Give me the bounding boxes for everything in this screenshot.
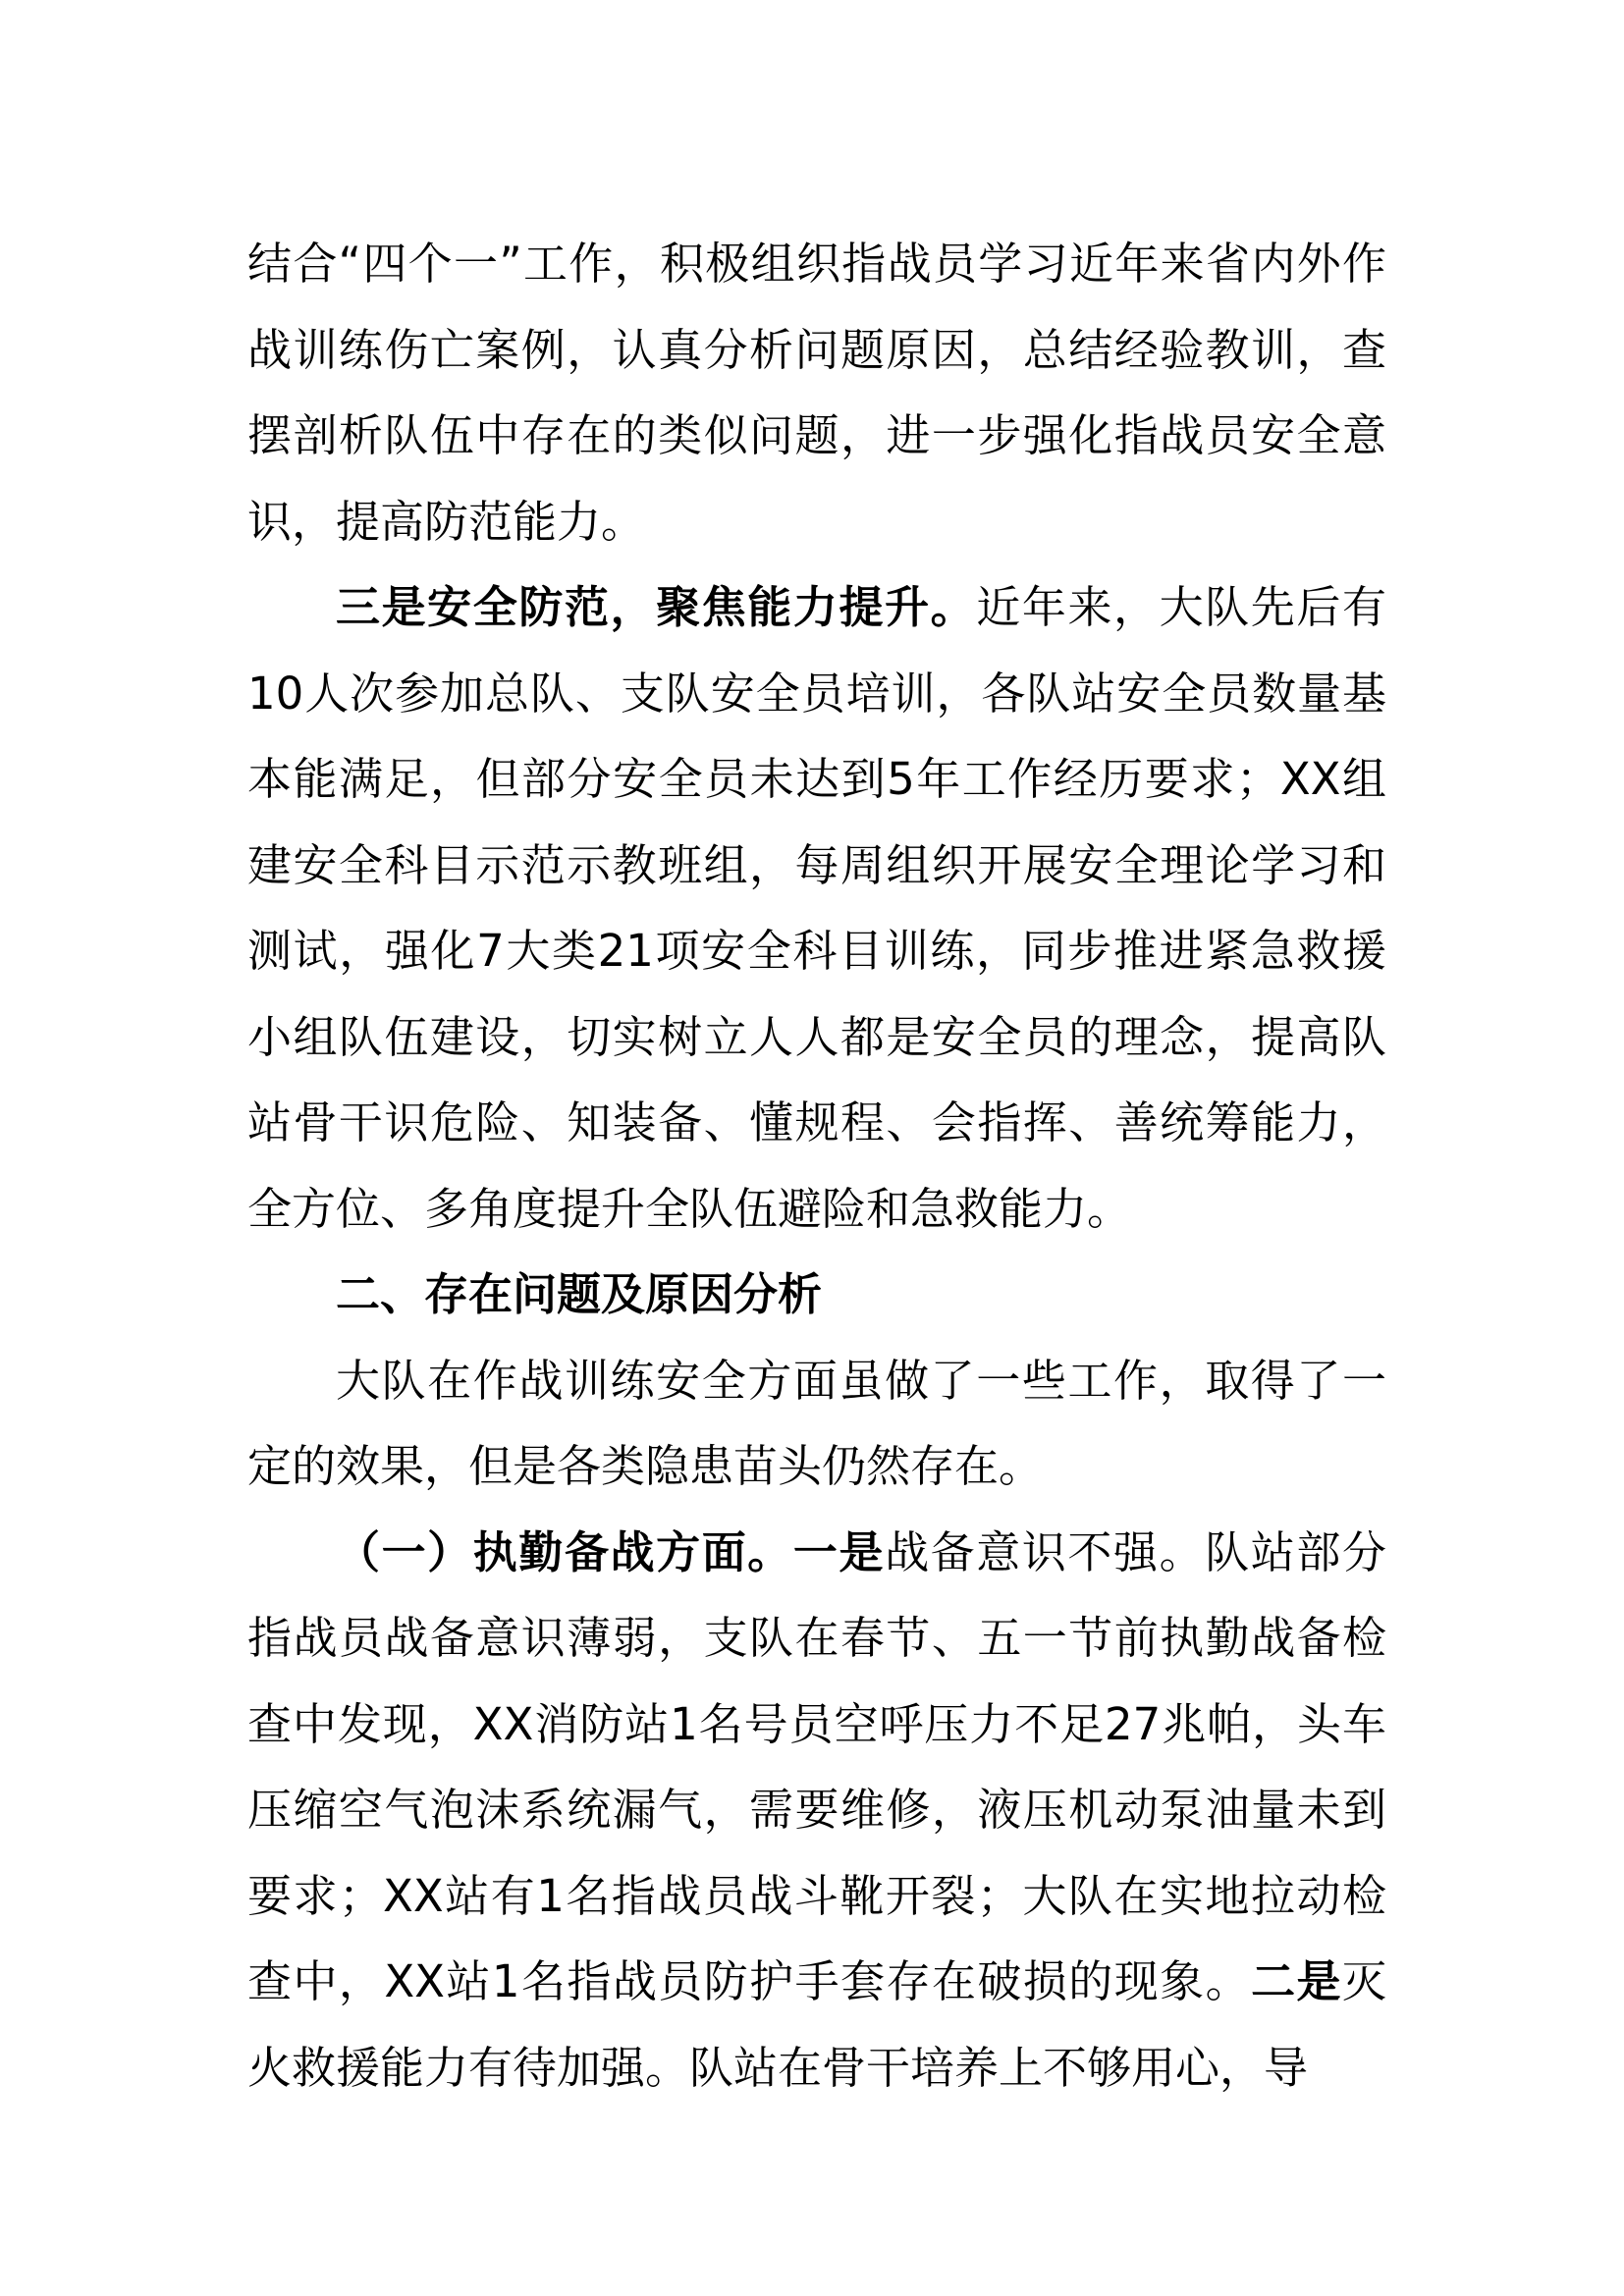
point-body: 近年来，大队先后有10人次参加总队、支队安全员培训，各队站安全员数量基本能满足，但部分安全员未达到5年工作经历要求；XX组建安全科目示范示教班组，每周组织开展安全理论学习和测试，强化7大类21项安全科目训练，同步推进紧急救援小组队伍建设，切实树立人人都是安全员的理念，提高队站骨干识危险、知装备、懂规程、会指挥、善统筹能力，全方位、多角度提升全队伍避险和急救能力。: [247, 581, 1386, 1235]
paragraph-subsection-duty: [247, 1510, 1386, 2111]
point-lead: 三是安全防范，聚焦能力提升。: [336, 581, 977, 633]
document-page: [247, 221, 1386, 2110]
subsection-lead-first: 一是: [792, 1525, 886, 1578]
subsection-body: 战备意识不强。队站部分指战员战备意识薄弱，支队在春节、五一节前执勤战备检查中发现，XX消防站1名号员空呼压力不足27兆帕，头车压缩空气泡沫系统漏气，需要维修，液压机动泵油量未到要求；XX站有1名指战员战斗靴开裂；大队在实地拉动检查中，XX站1名指战员防护手套存在破损的现象。: [247, 1525, 1386, 2007]
section-heading: 二、存在问题及原因分析: [336, 1268, 823, 1320]
paragraph-body: 大队在作战训练安全方面虽做了一些工作，取得了一定的效果，但是各类隐患苗头仍然存在。: [247, 1354, 1386, 1492]
subsection-lead-second: 二是: [1251, 1955, 1342, 2007]
subsection-body-second: 灭火救援能力有待加强。队站在骨干培养上不够用心，导: [247, 1955, 1386, 2094]
paragraph-continuation: 结合“四个一”工作，积极组织指战员学习近年来省内外作战训练伤亡案例，认真分析问题原因，总结经验教训，查摆剖析队伍中存在的类似问题，进一步强化指战员安全意识，提高防范能力。: [247, 238, 1386, 548]
paragraph-safety-prevention: [247, 564, 1386, 1252]
subsection-lead: （一）执勤备战方面。: [336, 1525, 793, 1578]
